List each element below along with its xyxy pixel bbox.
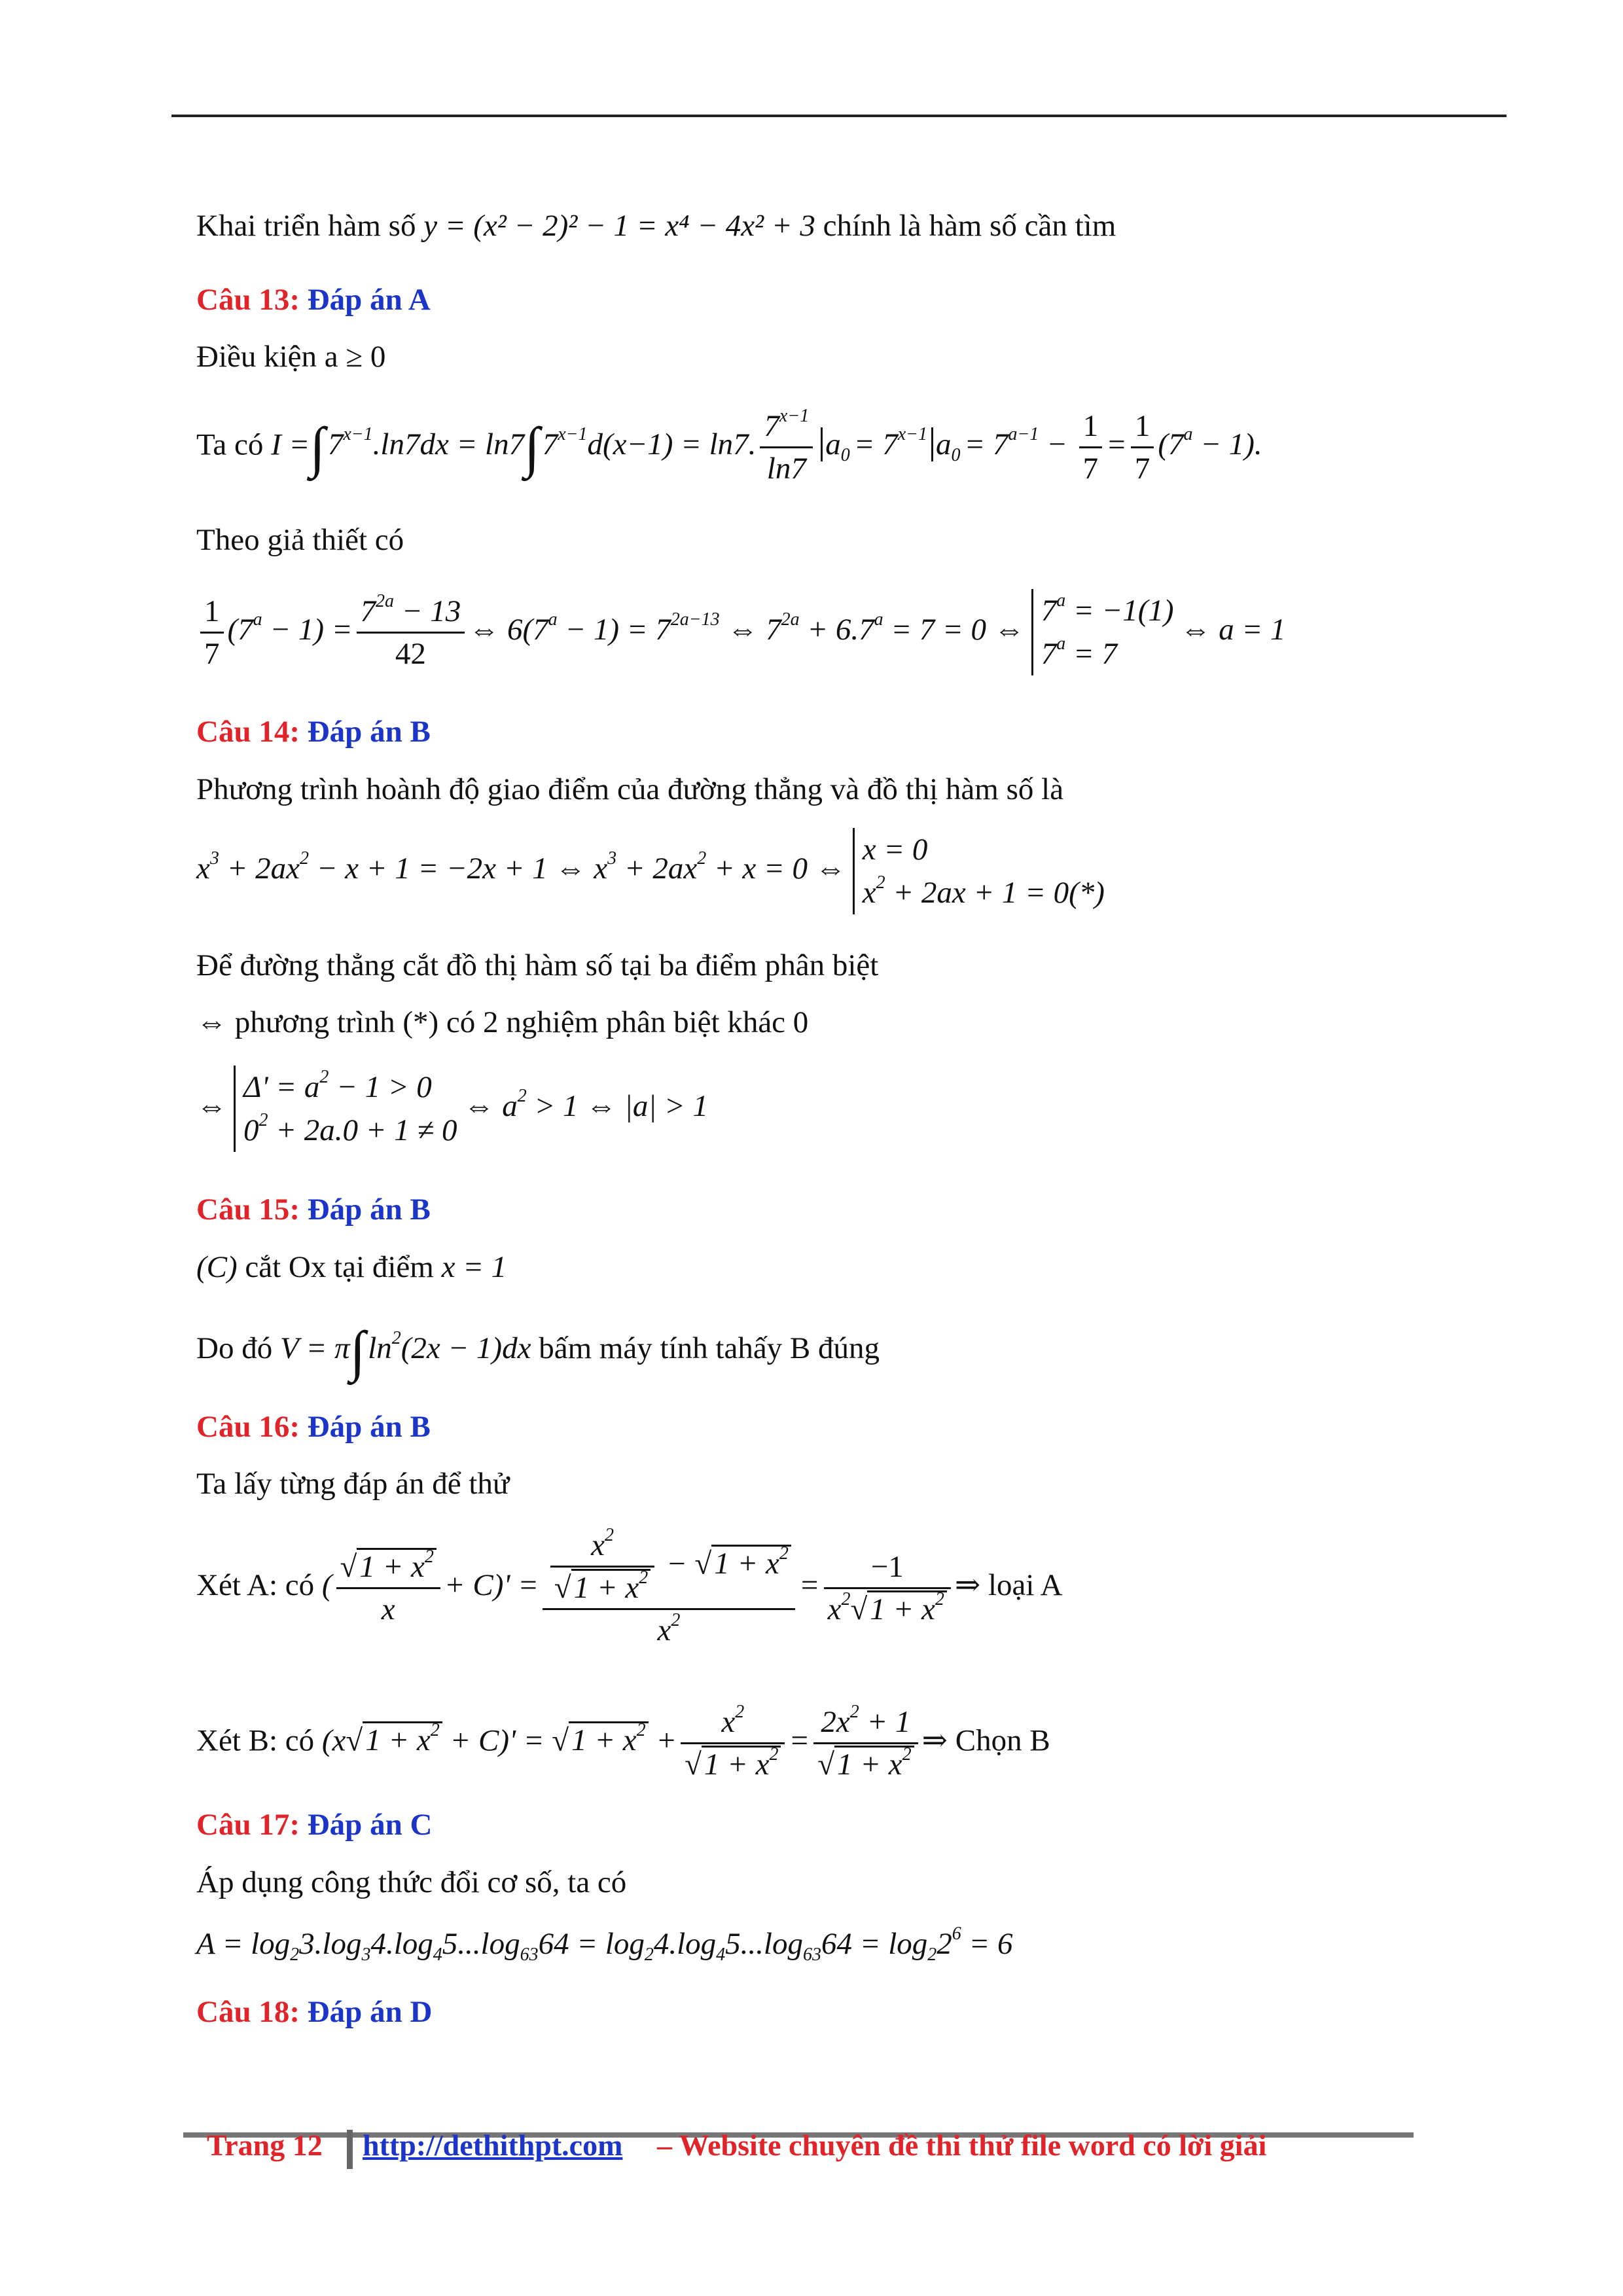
check-a-line: Xét A: có ( $\frac{√1 + x^2}{x}$ + C)' = $\frac{x^2}{√1 + x^2}$ − $√1 + x^2$ $x^2$ = $\frac{-1}{x^2√1 + x^2}$ ⇒ loại A — [196, 1525, 1063, 1647]
log-product-line: $A = \log_23.\log_34.\log_45...\log_{63}64 = \log_24.\log_45...\log_{63}64 = \log_22^6 = 6$ — [196, 1924, 1013, 1965]
question-16-heading: Câu 16: Đáp án B — [196, 1410, 431, 1444]
equation-line-13: $\frac{1}{7}$ $(7^a - 1)$ = $\frac{7^{2a} - 13}{42}$ ⇔ $6(7^a - 1) = 7^{2a-13}$ ⇔ $7^{2a} + 6.7^a = 7 = 0$ ⇔ $7^a = -1(1)$ $7^a = 7$ ⇔ a = 1 — [196, 589, 1285, 675]
discriminant-line: ⇔ $\Delta' = a^2 - 1 > 0$ $0^2 + 2a.0 + 1 \ne 0$ ⇔ $a^2 > 1$ ⇔ |a| > 1 — [196, 1066, 708, 1152]
header-rule — [171, 115, 1507, 117]
page-number: Trang 12 — [207, 2128, 323, 2162]
question-13-heading: Câu 13: Đáp án A — [196, 283, 431, 317]
equation-line-14: $x^3 + 2ax^2 - x + 1 = -2x + 1$ ⇔ $x^3 + 2ax^2 + x = 0$ ⇔ x = 0 $x^2 + 2ax + 1 = 0(*)$ — [196, 828, 1111, 914]
expansion-text: Khai triển hàm số — [196, 209, 416, 243]
question-14-heading: Câu 14: Đáp án B — [196, 715, 431, 749]
assumption-line: Theo giả thiết có — [196, 523, 404, 557]
check-b-line: Xét B: có $(x√1 + x^2 + C)' = √1 + x^2$ + $\frac{x^2}{√1 + x^2}$ = $\frac{2x^2 + 1}{√1 + x^2}$ ⇒ Chọn B — [196, 1702, 1050, 1782]
equivalence-text: ⇔ phương trình (*) có 2 nghiệm phân biệt khác 0 — [196, 1005, 809, 1039]
intersection-point-line: (C) cắt Ox tại điểm x = 1 — [196, 1250, 507, 1284]
question-15-heading: Câu 15: Đáp án B — [196, 1193, 431, 1227]
question-18-heading: Câu 18: Đáp án D — [196, 1995, 433, 2029]
integral-line: Ta có $I =\int 7^{x-1}.\ln 7dx = \ln 7\int 7^{x-1}d(x-1) = \ln 7$. $\frac{7^{x-1}}{\ln 7}$ $a_0 = 7^{x-1}$ $a_0 = 7^{a-1}$ − $\frac{1}{7}$ = $\frac{1}{7}$ $(7^a - 1)$. — [196, 406, 1262, 486]
try-answers-line: Ta lấy từng đáp án để thử — [196, 1467, 510, 1501]
volume-line: Do đó $V = \pi\int\ln^2(2x - 1)dx$ bấm máy tính tahấy B đúng — [196, 1319, 880, 1382]
expansion-line — [196, 206, 1116, 245]
condition-line: Điều kiện a ≥ 0 — [196, 340, 386, 374]
footer-separator — [347, 2130, 353, 2169]
footer-tagline: – Website chuyên đề thi thử file word có lời giải — [657, 2128, 1267, 2162]
intersection-line: Phương trình hoành độ giao điểm của đường thẳng và đồ thị hàm số là — [196, 772, 1064, 806]
question-17-heading: Câu 17: Đáp án C — [196, 1808, 433, 1842]
website-link[interactable]: http://dethithpt.com — [363, 2128, 623, 2162]
log-rule-line: Áp dụng công thức đổi cơ số, ta có — [196, 1865, 627, 1899]
condition-text: Để đường thẳng cắt đồ thị hàm số tại ba điểm phân biệt — [196, 948, 879, 982]
expansion-formula: y = (x² − 2)² − 1 = x⁴ − 4x² + 3 — [423, 209, 815, 243]
expansion-tail: chính là hàm số cần tìm — [823, 209, 1116, 243]
